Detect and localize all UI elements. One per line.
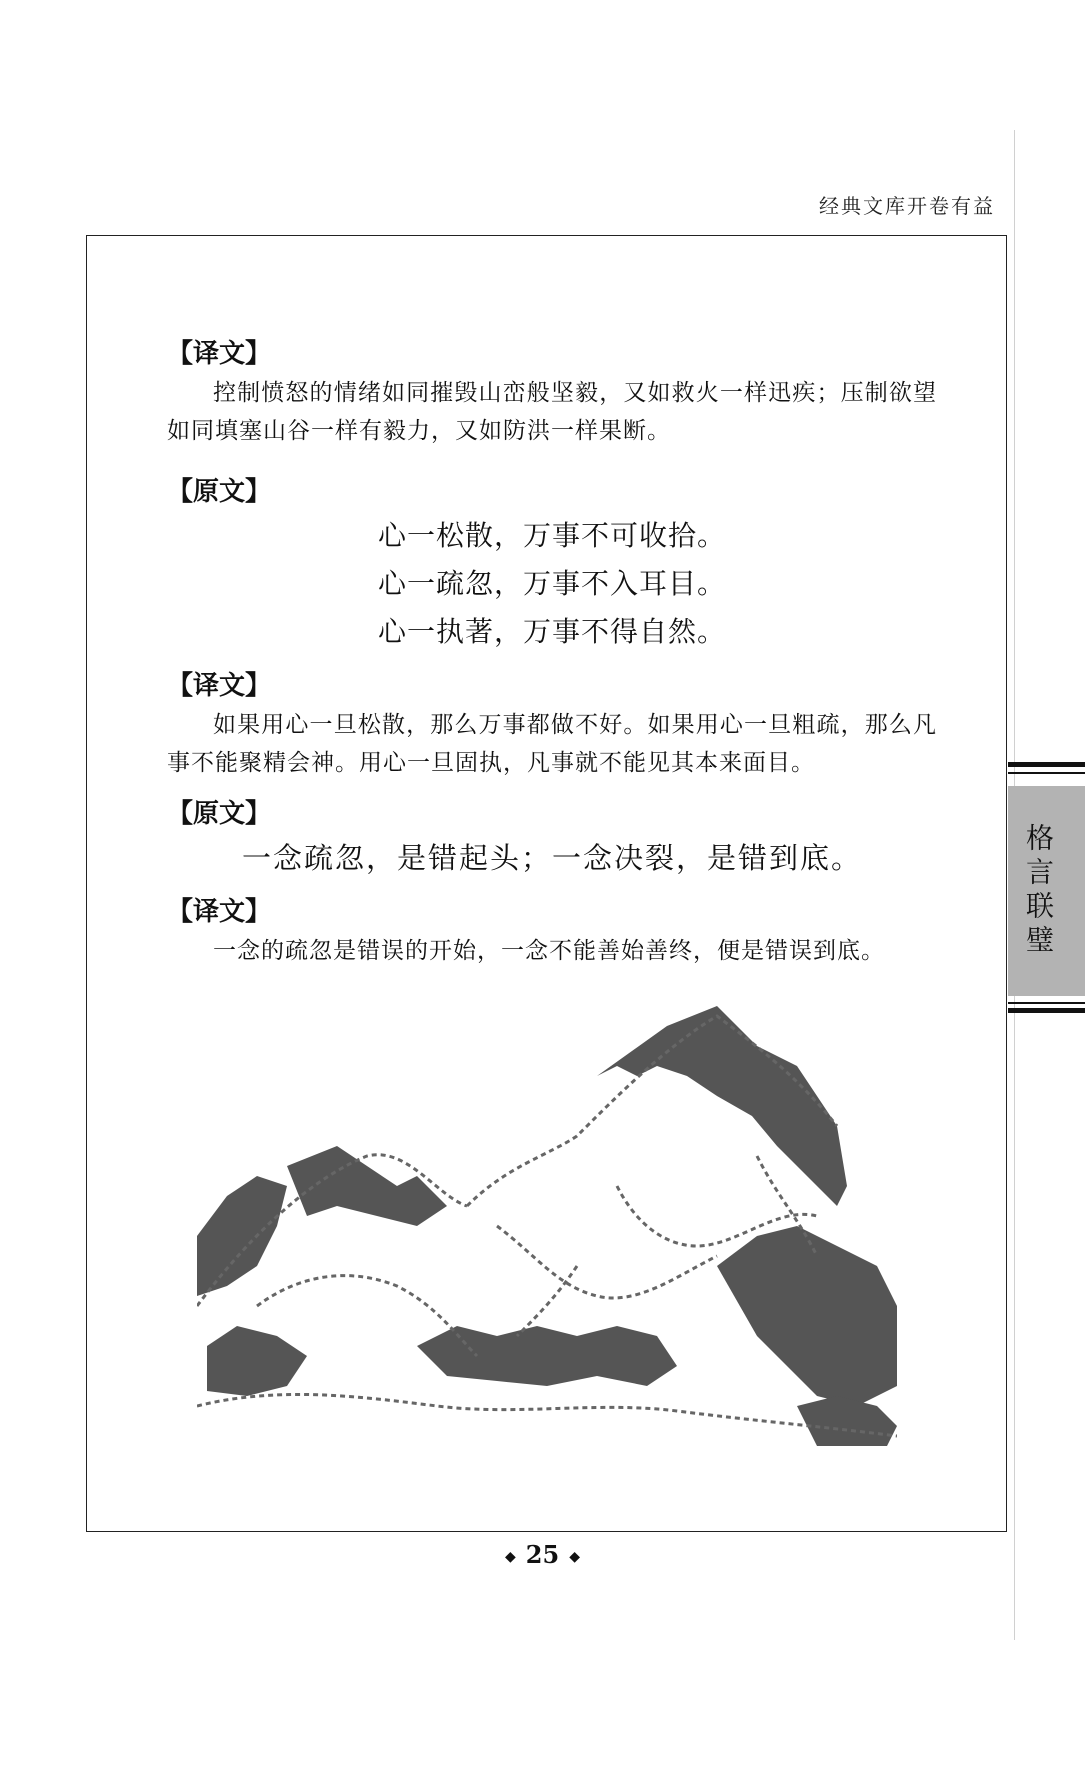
section-label: 【译文】 [167, 671, 272, 701]
translation-paragraph: 如果用心一旦松散，那么万事都做不好。如果用心一旦粗疏，那么凡事不能聚精会神。用心一旦固执，凡事就不能见其本来面目。 [167, 712, 937, 776]
section-label: 【原文】 [167, 799, 272, 829]
diamond-ornament-icon: ◆ [505, 1548, 516, 1565]
original-line: 心一疏忽，万事不入耳目。 [377, 567, 726, 600]
running-head: 经典文库开卷有益 [819, 194, 995, 218]
tab-rule-top [1008, 762, 1085, 767]
content-block [167, 336, 937, 970]
section-label: 【原文】 [167, 477, 272, 507]
section-label: 【译文】 [167, 897, 272, 927]
translation-paragraph: 控制愤怒的情绪如同摧毁山峦般坚毅，又如救火一样迅疾；压制欲望如同填塞山谷一样有毅力，又如防洪一样果断。 [167, 380, 937, 444]
mountain-illustration [197, 1006, 897, 1446]
tab-rule-bottom [1008, 1008, 1085, 1013]
diamond-ornament-icon: ◆ [569, 1548, 580, 1565]
page-number-text: 25 [525, 1540, 560, 1569]
page-number [0, 1540, 1085, 1569]
translation-paragraph: 一念的疏忽是错误的开始，一念不能善始善终，便是错误到底。 [213, 938, 885, 964]
section-label: 【译文】 [167, 339, 272, 369]
original-line: 一念疏忽，是错起头；一念决裂，是错到底。 [241, 841, 862, 875]
original-line: 心一执著，万事不得自然。 [377, 615, 726, 648]
tab-body [1008, 786, 1085, 996]
side-tab-label: 格言联璧 [1022, 823, 1055, 959]
tab-rule-bottom-thin [1008, 1002, 1085, 1004]
page-frame [86, 235, 1007, 1532]
side-tab [1008, 762, 1085, 1020]
tab-rule-top-thin [1008, 772, 1085, 774]
original-line: 心一松散，万事不可收拾。 [377, 519, 726, 552]
